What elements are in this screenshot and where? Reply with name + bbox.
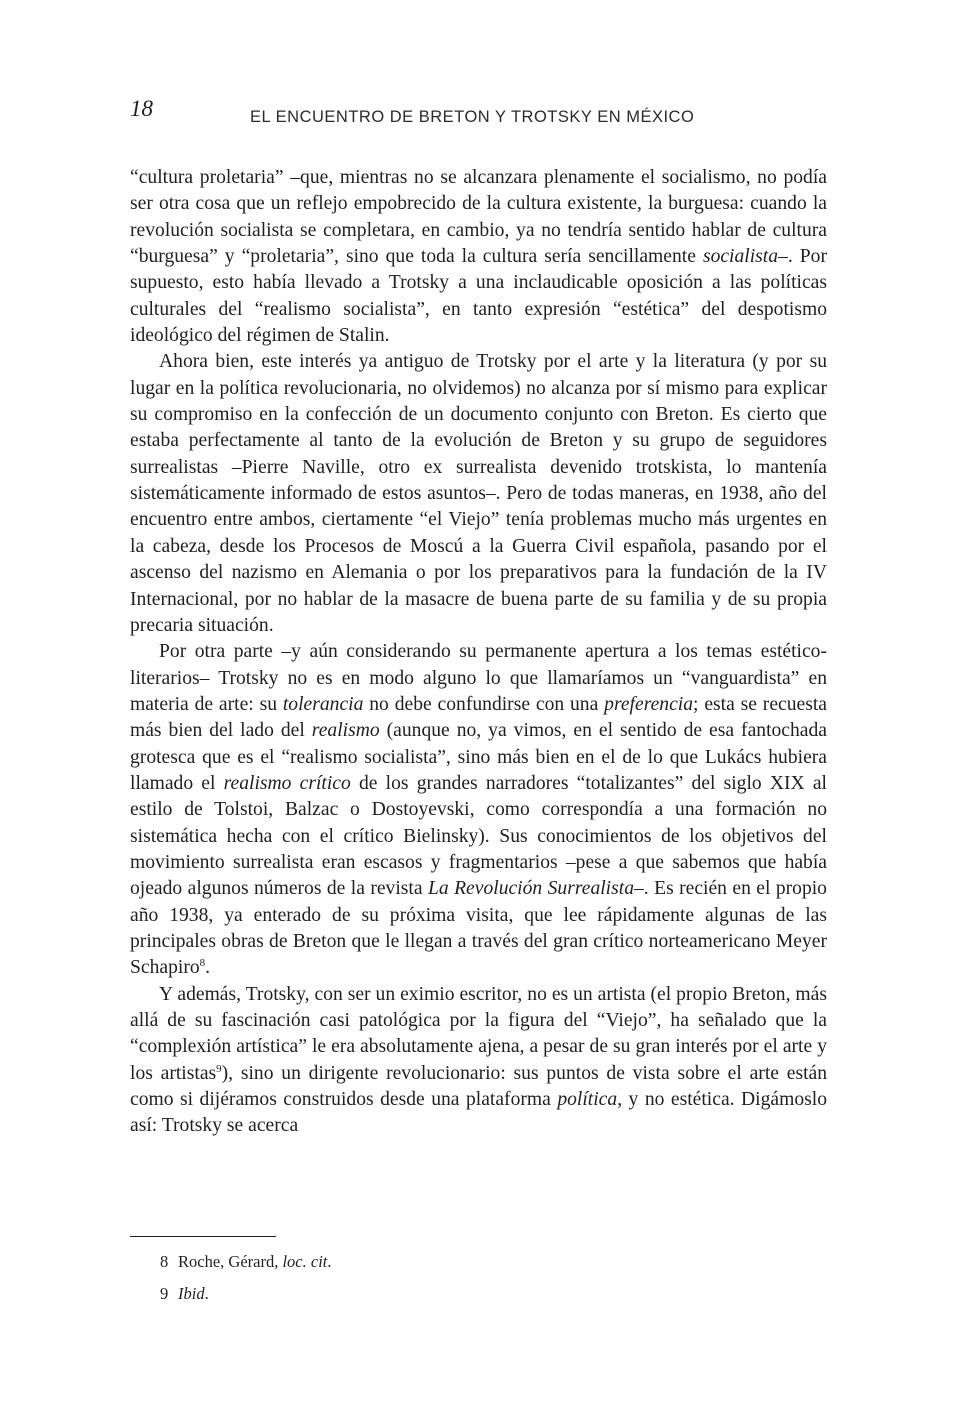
paragraph: [130, 982, 827, 1140]
footnote-number: 8: [160, 1252, 169, 1271]
italic-text: tolerancia: [282, 693, 364, 715]
footnote: [160, 1246, 332, 1278]
italic-text: realismo crítico: [223, 772, 351, 794]
text-run: de los grandes narradores “totalizantes” del siglo XIX al estilo de Tolstoi, Balzac o Dostoyevski, como correspondía a una formación no sistemática hecha con el crítico Bielinsky). Sus conocimientos de los objetivos del movimiento surrealista eran escasos y fragmentarios –pese a que sabemos que había ojeado algunos números de la revista: [130, 772, 828, 900]
text-run: Y además, Trotsky, con ser un eximio escritor, no es un artista (el propio Breton, más allá de su fascinación casi patológica por la figura del “Viejo”, ha señalado que la “complexión artística” le era absolutamente ajena, a pesar de su gran interés por el arte y los artistas: [130, 983, 827, 1084]
footnote: [160, 1278, 332, 1310]
paragraph: [130, 349, 827, 639]
text-run: Ahora bien, este interés ya antiguo de Trotsky por el arte y la literatura (y por su lugar en la política revolucionaria, no olvidemos) no alcanza por sí mismo para explicar su compromiso en la confección de un documento conjunto con Breton. Es cierto que estaba perfectamente al tanto de la evolución de Breton y su grupo de seguidores surrealistas –Pierre Naville, otro ex surrealista devenido trotskista, lo mantenía sistemáticamente informado de estos asuntos–. Pero de todas maneras, en 1938, año del encuentro entre ambos, ciertamente “el Viejo” tenía problemas mucho más urgentes en la cabeza, desde los Procesos de Moscú a la Guerra Civil española, pasando por el ascenso del nazismo en Alemania o por los preparativos para la fundación de la IV Internacional, por no hablar de la masacre de buena parte de su familia y de su propia precaria situación.: [130, 351, 827, 636]
footnote-number: 9: [160, 1284, 169, 1303]
body-text: [130, 165, 827, 1140]
italic-text: loc. cit: [282, 1252, 328, 1271]
italic-text: preferencia: [604, 693, 694, 715]
italic-text: La Revolución Surrealista: [427, 878, 634, 900]
text-run: Roche, Gérard,: [178, 1252, 283, 1271]
text-run: .: [205, 957, 211, 979]
italic-text: socialista: [702, 246, 779, 268]
text-run: no debe confundirse con una: [363, 693, 605, 715]
footnote-separator: [130, 1236, 276, 1237]
text-run: Por otra parte –y aún considerando su permanente apertura a los temas estético-literarios– Trotsky no es en modo alguno lo que llamaríamos un “vanguardista” en materia de arte: su: [130, 641, 827, 715]
paragraph: [130, 639, 827, 981]
text-run: , y no estética. Digámoslo así: Trotsky se acerca: [130, 1089, 828, 1137]
text-run: –. Por supuesto, esto había llevado a Trotsky a una inclaudicable oposición a las políticas culturales del “realismo socialista”, en tanto expresión “estética” del despotismo ideológico del régimen de Stalin.: [130, 246, 827, 347]
text-run: (aunque no, ya vimos, en el sentido de esa fantochada grotesca que es el “realismo socialista”, sino más bien en el de lo que Lukács hubiera llamado el: [130, 720, 827, 794]
italic-text: política: [557, 1089, 618, 1111]
footnote-ref: 9: [216, 1062, 222, 1075]
italic-text: Ibid: [178, 1284, 205, 1303]
text-run: .: [204, 1284, 209, 1303]
text-run: –. Es recién en el propio año 1938, ya enterado de su próxima visita, que lee rápidamente algunas de las principales obras de Breton que le llegan a través del gran crítico norteamericano Meyer Schapiro: [130, 878, 827, 979]
paragraph: [130, 165, 827, 349]
italic-text: realismo: [311, 720, 380, 742]
footnote-ref: 8: [199, 957, 206, 970]
running-title: EL ENCUENTRO DE BRETON Y TROTSKY EN MÉXICO: [250, 108, 695, 126]
footnotes: [160, 1246, 332, 1310]
text-run: .: [327, 1252, 332, 1271]
page-number: 18: [130, 96, 153, 121]
text-run: ; esta se recuesta más bien del lado del: [130, 693, 827, 742]
text-run: ), sino un dirigente revolucionario: sus puntos de vista sobre el arte están como si dijéramos construidos desde una plataforma: [130, 1062, 828, 1111]
text-run: “cultura proletaria” –que, mientras no se alcanzara plenamente el socialismo, no podía ser otra cosa que un reflejo empobrecido de la cultura existente, la burguesa: cuando la revolución socialista se completara, en cambio, ya no tendría sentido hablar de cultura “burguesa” y “proletaria”, sino que toda la cultura sería sencillamente: [130, 167, 827, 268]
